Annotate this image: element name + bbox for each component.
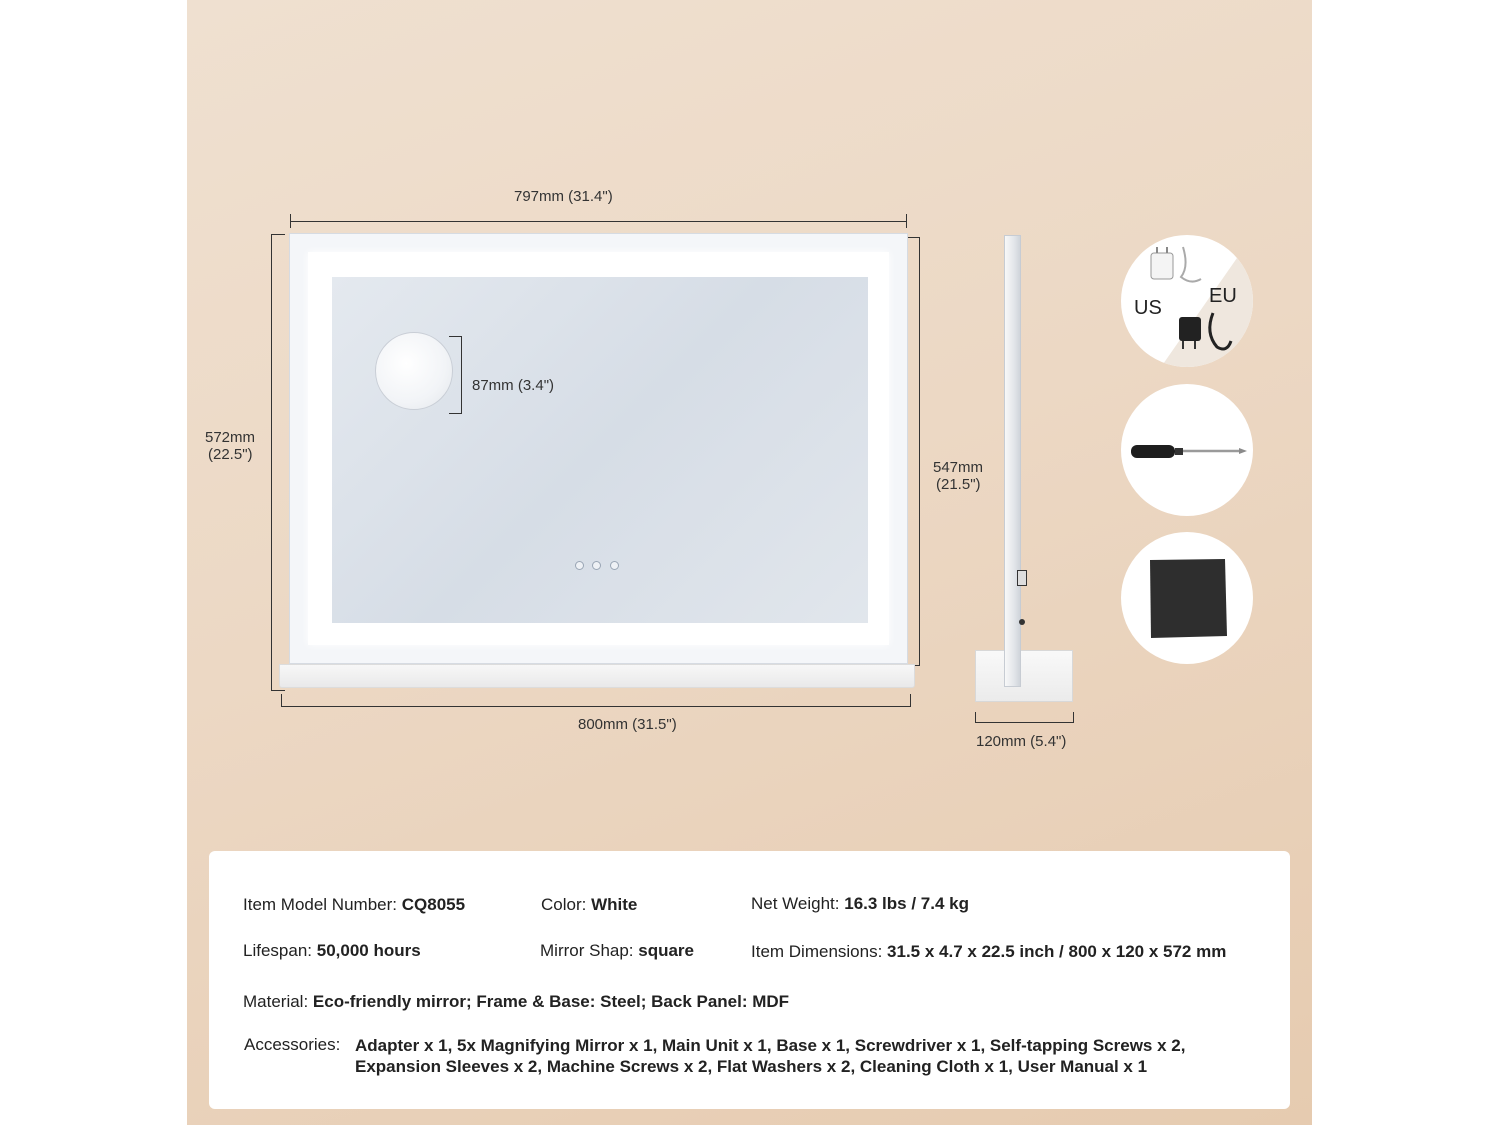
bottom-width-label: 800mm (31.5") xyxy=(578,716,677,733)
touch-button-power xyxy=(575,561,584,570)
side-view-mirror xyxy=(1004,235,1021,687)
screwdriver-icon xyxy=(1121,384,1253,516)
top-dimension-tick-left xyxy=(290,214,291,228)
spec-material: Material: Eco-friendly mirror; Frame & Base: Steel; Back Panel: MDF xyxy=(243,992,790,1011)
depth-tick-right xyxy=(1073,712,1074,723)
depth-tick-left xyxy=(975,712,976,723)
eu-plug-label: EU xyxy=(1209,285,1237,307)
vanity-mirror-front xyxy=(289,233,908,664)
touch-button-brightness xyxy=(610,561,619,570)
usb-port xyxy=(1017,570,1027,586)
magnifier-tick-top xyxy=(449,336,461,337)
touch-button-light-mode xyxy=(592,561,601,570)
spec-mirror-shape: Mirror Shap: square xyxy=(540,941,694,960)
adapter-accessory-circle xyxy=(1121,235,1253,367)
spec-accessories-list xyxy=(355,1035,1255,1077)
magnifier-size-label: 87mm (3.4") xyxy=(472,377,555,394)
spec-model: Item Model Number: CQ8055 xyxy=(243,895,466,914)
screwdriver-accessory-circle xyxy=(1121,384,1253,516)
left-dimension-line xyxy=(271,234,272,691)
right-height-in: (21.5") xyxy=(936,476,981,493)
left-dimension-tick-bottom xyxy=(271,690,285,691)
cleaning-cloth-icon xyxy=(1121,532,1253,664)
top-dimension-tick-right xyxy=(906,214,907,228)
left-dimension-tick-top xyxy=(271,234,285,235)
bottom-dimension-tick-right xyxy=(910,694,911,707)
mirror-glass xyxy=(332,277,868,623)
specifications-box xyxy=(209,851,1290,1109)
depth-dimension-line xyxy=(975,722,1074,723)
base-depth-label: 120mm (5.4") xyxy=(976,733,1067,750)
accessories-line-1: Adapter x 1, 5x Magnifying Mirror x 1, Main Unit x 1, Base x 1, Screwdriver x 1, Self-tapping Screws x 2, xyxy=(355,1036,1186,1055)
cleaning-cloth-accessory-circle xyxy=(1121,532,1253,664)
top-width-label: 797mm (31.4") xyxy=(514,188,613,205)
spec-color: Color: White xyxy=(541,895,638,914)
left-height-mm: 572mm xyxy=(205,429,256,446)
accessories-line-2: Expansion Sleeves x 2, Machine Screws x 2, Flat Washers x 2, Cleaning Cloth x 1, User Manual x 1 xyxy=(355,1057,1148,1076)
side-view-base xyxy=(975,650,1073,702)
left-height-in: (22.5") xyxy=(208,446,253,463)
us-plug-label: US xyxy=(1134,297,1162,319)
magnifier-tick-bottom xyxy=(449,413,461,414)
bottom-dimension-tick-left xyxy=(281,694,282,707)
magnifier-dimension-line xyxy=(461,336,462,414)
spec-lifespan: Lifespan: 50,000 hours xyxy=(243,941,421,960)
mirror-base-shelf xyxy=(279,664,915,688)
spec-item-dimensions: Item Dimensions: 31.5 x 4.7 x 22.5 inch / 800 x 120 x 572 mm xyxy=(751,942,1227,961)
bottom-dimension-line xyxy=(281,706,911,707)
power-port xyxy=(1019,619,1025,625)
right-dimension-line xyxy=(919,237,920,666)
spec-accessories-label: Accessories: xyxy=(244,1035,341,1054)
top-dimension-line xyxy=(290,221,907,222)
spec-net-weight: Net Weight: 16.3 lbs / 7.4 kg xyxy=(751,894,969,913)
magnifying-mirror xyxy=(375,332,453,410)
right-height-mm: 547mm xyxy=(933,459,984,476)
right-dimension-tick-top xyxy=(907,237,920,238)
